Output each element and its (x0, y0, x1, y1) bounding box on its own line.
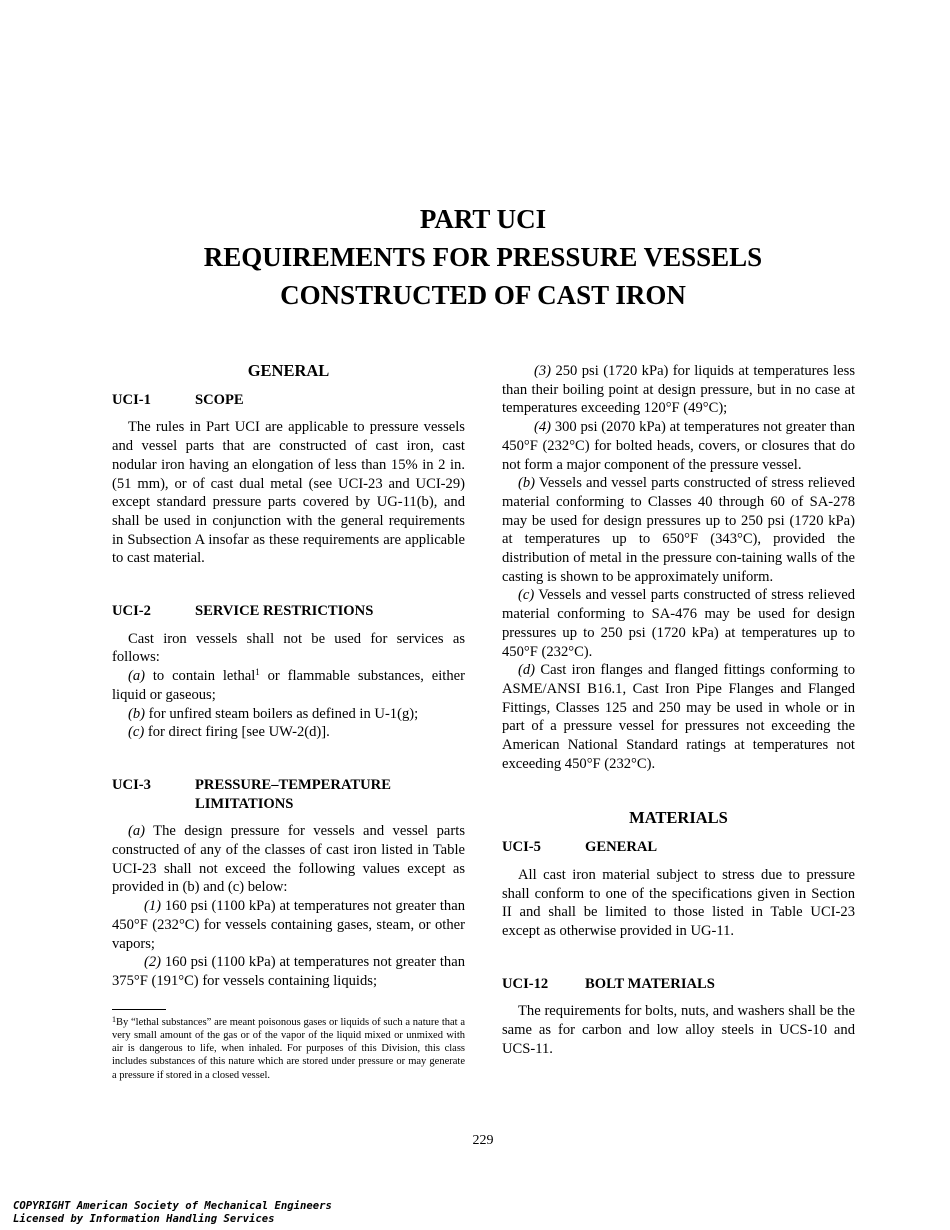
uci-1-heading (112, 391, 465, 410)
heading-title: GENERAL (585, 839, 658, 856)
left-column (112, 362, 465, 1082)
uci-3-item-a4: (4) 300 psi (2070 kPa) at temperatures not greater than 450°F (232°C) for bolted heads, covers, or closures that do not form a major component of the pressure vessel. (502, 419, 855, 473)
heading-number: UCI-12 (502, 975, 549, 992)
page-number: 229 (472, 1133, 494, 1148)
title-line-3: CONSTRUCTED OF CAST IRON (280, 280, 686, 310)
item-label: (b) (518, 475, 536, 492)
uci-3-item-a1: (1) 160 psi (1100 kPa) at temperatures not greater than 450°F (232°C) for vessels containing gases, steam, or other vapors; (112, 898, 465, 952)
uci-3-item-d: (d) Cast iron flanges and flanged fittings conforming to ASME/ANSI B16.1, Cast Iron Pipe Flanges and Flanged Fittings, Classes 125 and 250 may be used in whole or in part of a pressure vessel for pressures not exceeding the American National Standard ratings at temperatures not exceeding 450°F (232°C). (502, 662, 855, 772)
uci-3-heading (112, 776, 465, 813)
uci-2-item-b: (b) for unfired steam boilers as defined in U-1(g); (128, 705, 419, 722)
title-line-2: REQUIREMENTS FOR PRESSURE VESSELS (203, 242, 763, 272)
right-column (502, 362, 855, 1059)
uci-12-heading (502, 975, 855, 994)
footnote-marker: 1 (112, 1014, 116, 1024)
uci-3-item-c: (c) Vessels and vessel parts constructed of stress relieved material conforming to SA-476 may be used for design pressures up to 250 psi (1720 kPa) at temperatures up to 450°F (232°C). (502, 587, 855, 660)
uci-3-item-a3: (3) 250 psi (1720 kPa) for liquids at temperatures less than their boiling point at design pressure, but in no case at temperatures exceeding 120°F (49°C); (502, 363, 855, 417)
uci-5-heading (502, 838, 855, 857)
uci-2-item-a: (a) to contain lethal$^1$ or flammable substances, either liquid or gaseous; (112, 667, 465, 703)
heading-title: SCOPE (195, 391, 244, 408)
heading-title: SERVICE RESTRICTIONS (195, 603, 374, 620)
item-label: (2) (144, 954, 162, 971)
item-label: (c) (518, 587, 535, 604)
copyright-line-1: COPYRIGHT American Society of Mechanical Engineers (13, 1200, 332, 1212)
section-title-general: GENERAL (247, 361, 330, 380)
item-label: (a) (128, 823, 146, 840)
uci-12-paragraph: The requirements for bolts, nuts, and washers shall be the same as for carbon and low alloy steels in UCS-10 and UCS-11. (502, 1003, 855, 1057)
item-label: (1) (144, 898, 162, 915)
section-title-materials: MATERIALS (629, 808, 728, 828)
heading-number: UCI-5 (502, 839, 541, 856)
uci-3-item-a2: (2) 160 psi (1100 kPa) at temperatures not greater than 375°F (191°C) for vessels containing liquids; (112, 954, 465, 989)
uci-1-paragraph: The rules in Part UCI are applicable to pressure vessels and vessel parts that are constructed of cast iron, cast nodular iron having an elongation of less than 15% in 2 in. (51 mm), or of cast dual metal (see UCI-23 and UCI-29) except standard pressure parts covered by UG-11(b), and shall be used in conjunction with the general requirements in Subsection A insofar as these requirements are applicable to cast material. (112, 419, 465, 567)
heading-number: UCI-1 (112, 391, 151, 408)
uci-2-item-c: (c) for direct firing [see UW-2(d)]. (128, 724, 330, 741)
footnote: $^1$By “lethal substances” are meant poisonous gases or liquids of such a nature that a very small amount of the gas or of the vapor of the liquid mixed or unmixed with air is dangerous to life, when inhaled. For purposes of this Division, this class includes substances of this nature which are stored under pressure or may generate a pressure if stored in a closed vessel. (112, 1014, 465, 1081)
heading-title: BOLT MATERIALS (585, 975, 715, 992)
uci-3-item-a: (a) The design pressure for vessels and vessel parts constructed of any of the classes of cast iron listed in Table UCI-23 shall not exceed the following values except as provided in (b) and (c) below: (112, 823, 465, 896)
item-label: (3) (534, 363, 552, 379)
heading-number: UCI-2 (112, 603, 151, 620)
uci-3-item-b: (b) Vessels and vessel parts constructed of stress relieved material conforming to Classes 40 through 60 of SA-278 may be used for design pressures up to 250 psi (1720 kPa) at temperatures up to 650°F (343°C), provided the distribution of metal in the pressure con-taining walls of the casting is shown to be approximately uniform. (502, 475, 855, 585)
heading-number: UCI-3 (112, 776, 151, 793)
copyright-notice (13, 1200, 332, 1226)
uci-2-intro: Cast iron vessels shall not be used for services as follows: (112, 630, 465, 666)
item-label: (a) (128, 668, 146, 685)
item-label: (4) (534, 419, 552, 436)
uci-2-heading (112, 602, 465, 621)
uci-5-paragraph: All cast iron material subject to stress due to pressure shall conform to one of the specifications given in Section II and shall be limited to those listed in Table UCI-23 except as otherwise provided in UG-11. (502, 866, 855, 939)
item-label: (b) (128, 705, 146, 722)
copyright-line-2: Licensed by Information Handling Services (13, 1213, 275, 1225)
part-title (0, 200, 950, 314)
heading-title: PRESSURE–TEMPERATURE LIMITATIONS (195, 776, 391, 812)
item-label: (d) (518, 662, 536, 679)
footnote-ref: 1 (255, 667, 260, 678)
footnote-divider (112, 1009, 166, 1010)
item-label: (c) (128, 724, 145, 741)
title-line-1: PART UCI (419, 204, 547, 234)
